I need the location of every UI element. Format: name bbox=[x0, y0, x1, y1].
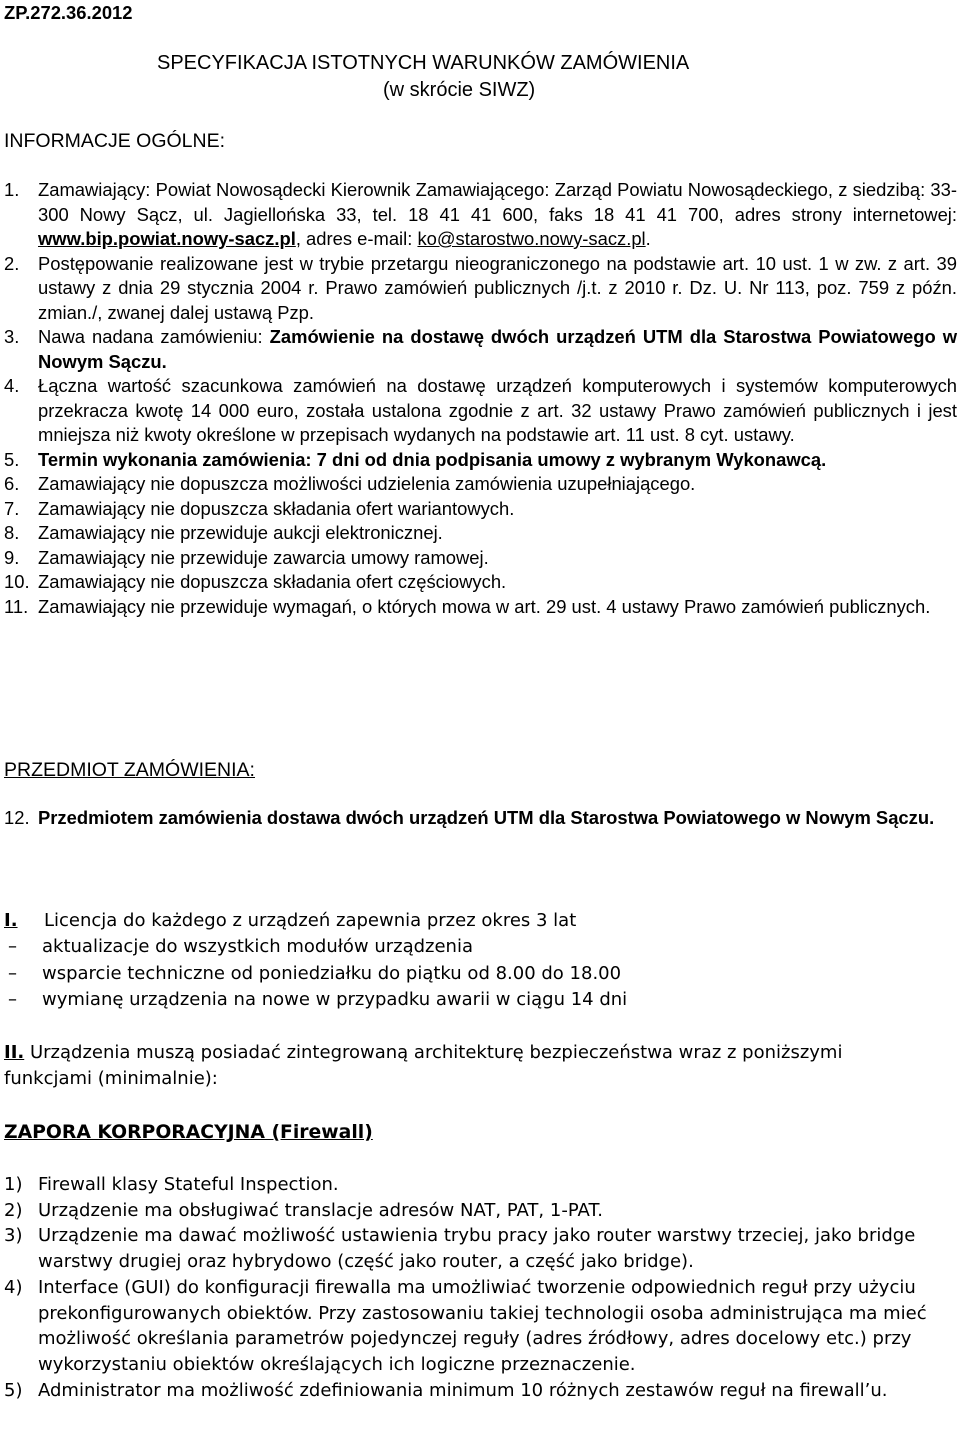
item-text: , adres e-mail: bbox=[295, 228, 418, 249]
list-item bbox=[0, 1275, 960, 1378]
item-number: 4) bbox=[4, 1276, 23, 1298]
section-heading-general-info: INFORMACJE OGÓLNE: bbox=[4, 130, 226, 152]
item-text: Urządzenie ma dawać możliwość ustawienia trybu pracy jako router warstwy trzeciej, jako bridge warstwy drugiej oraz hybrydowo (część jako router, a część jako bridge). bbox=[38, 1225, 916, 1273]
list-item bbox=[0, 1223, 960, 1274]
item-number: 8. bbox=[4, 522, 20, 543]
list-item bbox=[0, 987, 700, 1014]
list-item bbox=[0, 178, 960, 252]
item-text: Postępowanie realizowane jest w trybie przetargu nieograniczonego na podstawie art. 10 ust. 1 w zw. z art. 39 ustawy z dnia 29 stycznia 2004 r. Prawo zamówień publicznych /j.t. z 2010 r. Dz. U. Nr 113, poz. 759 z późn. zmian./, zwanej dalej ustawą Pzp. bbox=[38, 252, 957, 323]
list-item bbox=[0, 595, 960, 620]
section-heading-subject: PRZEDMIOT ZAMÓWIENIA: bbox=[4, 759, 255, 781]
item-number: 2. bbox=[4, 252, 20, 274]
item-text: . bbox=[645, 228, 651, 249]
list-item bbox=[0, 1378, 960, 1404]
list-item bbox=[0, 448, 960, 473]
item-text: Zamawiający nie dopuszcza składania ofert częściowych. bbox=[38, 571, 507, 592]
list-item bbox=[0, 570, 960, 595]
item-bold-text: Termin wykonania zamówienia: 7 dni od dnia podpisania umowy z wybranym Wykonawcą. bbox=[38, 448, 827, 470]
general-info-list bbox=[0, 178, 960, 619]
license-text: Licencja do każdego z urządzeń zapewnia przez okres 3 lat bbox=[44, 910, 577, 931]
email-link[interactable]: ko@starostwo.nowy-sacz.pl bbox=[417, 228, 646, 249]
item-number: 6. bbox=[4, 473, 20, 494]
item-text: Nawa nadana zamówieniu: bbox=[38, 326, 270, 347]
item-number: 3. bbox=[4, 326, 20, 347]
list-item bbox=[0, 521, 960, 546]
item-text: Zamawiający nie przewiduje aukcji elektronicznej. bbox=[38, 522, 443, 543]
item-text: Zamawiający nie dopuszcza składania ofert wariantowych. bbox=[38, 497, 515, 519]
item-number: 7. bbox=[4, 497, 20, 519]
list-item bbox=[0, 472, 960, 497]
roman-numeral: II. bbox=[4, 1042, 25, 1063]
list-item bbox=[0, 374, 960, 448]
license-bullet-list bbox=[0, 934, 700, 1014]
list-item bbox=[0, 497, 960, 522]
dash-bullet: – bbox=[8, 936, 17, 957]
list-item bbox=[0, 961, 700, 988]
dash-bullet: – bbox=[8, 962, 17, 984]
list-item bbox=[0, 325, 960, 374]
item-number: 1. bbox=[4, 179, 20, 200]
security-text: Urządzenia muszą posiadać zintegrowaną architekturę bezpieczeństwa wraz z poniższymi funkcjami (minimalnie): bbox=[4, 1042, 843, 1089]
list-item bbox=[0, 546, 960, 571]
item-bold-text: Przedmiotem zamówienia dostawa dwóch urządzeń UTM dla Starostwa Powiatowego w Nowym Sączu. bbox=[38, 807, 935, 828]
list-item bbox=[0, 1198, 960, 1224]
item-text: Firewall klasy Stateful Inspection. bbox=[38, 1174, 339, 1195]
firewall-heading: ZAPORA KORPORACYJNA (Firewall) bbox=[4, 1122, 373, 1143]
bullet-text: aktualizacje do wszystkich modułów urządzenia bbox=[42, 936, 473, 957]
dash-bullet: – bbox=[8, 989, 17, 1010]
roman-numeral: I. bbox=[4, 910, 18, 931]
item-number: 12. bbox=[4, 807, 30, 828]
bullet-text: wsparcie techniczne od poniedziałku do piątku od 8.00 do 18.00 bbox=[42, 962, 622, 984]
item-text: Administrator ma możliwość zdefiniowania minimum 10 różnych zestawów reguł na firewall’u. bbox=[38, 1379, 888, 1401]
item-number: 4. bbox=[4, 375, 20, 396]
subject-item bbox=[0, 806, 960, 831]
security-architecture-paragraph bbox=[4, 1040, 924, 1091]
list-item bbox=[0, 806, 960, 831]
item-number: 2) bbox=[4, 1199, 23, 1221]
document-id: ZP.272.36.2012 bbox=[4, 2, 133, 23]
item-number: 9. bbox=[4, 546, 20, 568]
document-subtitle: (w skrócie SIWZ) bbox=[383, 79, 536, 101]
list-item bbox=[0, 1172, 960, 1198]
item-text: Łączna wartość szacunkowa zamówień na dostawę urządzeń komputerowych i systemów komputerowych przekracza kwotę 14 000 euro, została ustalona zgodnie z art. 32 ustawy Prawo zamówień publicznych i jest mniejsza niż kwoty określone w przepisach wydanych na podstawie art. 11 ust. 8 cyt. ustawy. bbox=[38, 375, 957, 445]
firewall-requirements-list bbox=[0, 1172, 960, 1403]
item-number: 5) bbox=[4, 1379, 23, 1401]
website-link[interactable]: www.bip.powiat.nowy-sacz.pl bbox=[38, 228, 296, 249]
item-text: Interface (GUI) do konfiguracji firewalla ma umożliwiać tworzenie odpowiednich reguł przy użyciu prekonfigurowanych obiektów. Przy zastosowaniu takiej technologii osoba administrująca ma mieć możliwość określania parametrów pojedynczej reguły (adres źródłowy, adres docelowy etc.) przy wykorzystaniu obiektów określających ich logiczne przeznaczenie. bbox=[38, 1276, 927, 1375]
list-item bbox=[0, 252, 960, 326]
item-text: Zamawiający nie dopuszcza możliwości udzielenia zamówienia uzupełniającego. bbox=[38, 473, 696, 494]
item-number: 1) bbox=[4, 1174, 23, 1195]
document-title: SPECYFIKACJA ISTOTNYCH WARUNKÓW ZAMÓWIENIA bbox=[157, 52, 690, 74]
item-text: Zamawiający nie przewiduje wymagań, o których mowa w art. 29 ust. 4 ustawy Prawo zamówień publicznych. bbox=[38, 595, 931, 617]
item-number: 11. bbox=[4, 595, 29, 617]
item-number: 5. bbox=[4, 448, 20, 470]
item-text: Zamawiający nie przewiduje zawarcia umowy ramowej. bbox=[38, 546, 489, 568]
item-text: Zamawiający: Powiat Nowosądecki Kierownik Zamawiającego: Zarząd Powiatu Nowosądeckiego, z siedzibą: 33-300 Nowy Sącz, ul. Jagiellońska 33, tel. 18 41 41 600, faks 18 41 41 700, adres strony internetowej: bbox=[38, 179, 957, 225]
item-number: 3) bbox=[4, 1225, 23, 1247]
item-number: 10. bbox=[4, 571, 30, 592]
item-text: Urządzenie ma obsługiwać translacje adresów NAT, PAT, 1-PAT. bbox=[38, 1199, 604, 1221]
item-bold-text: Zamówienie na dostawę dwóch urządzeń UTM dla Starostwa Powiatowego w Nowym Sączu. bbox=[38, 326, 957, 372]
list-item bbox=[0, 934, 700, 961]
bullet-text: wymianę urządzenia na nowe w przypadku awarii w ciągu 14 dni bbox=[42, 989, 628, 1010]
